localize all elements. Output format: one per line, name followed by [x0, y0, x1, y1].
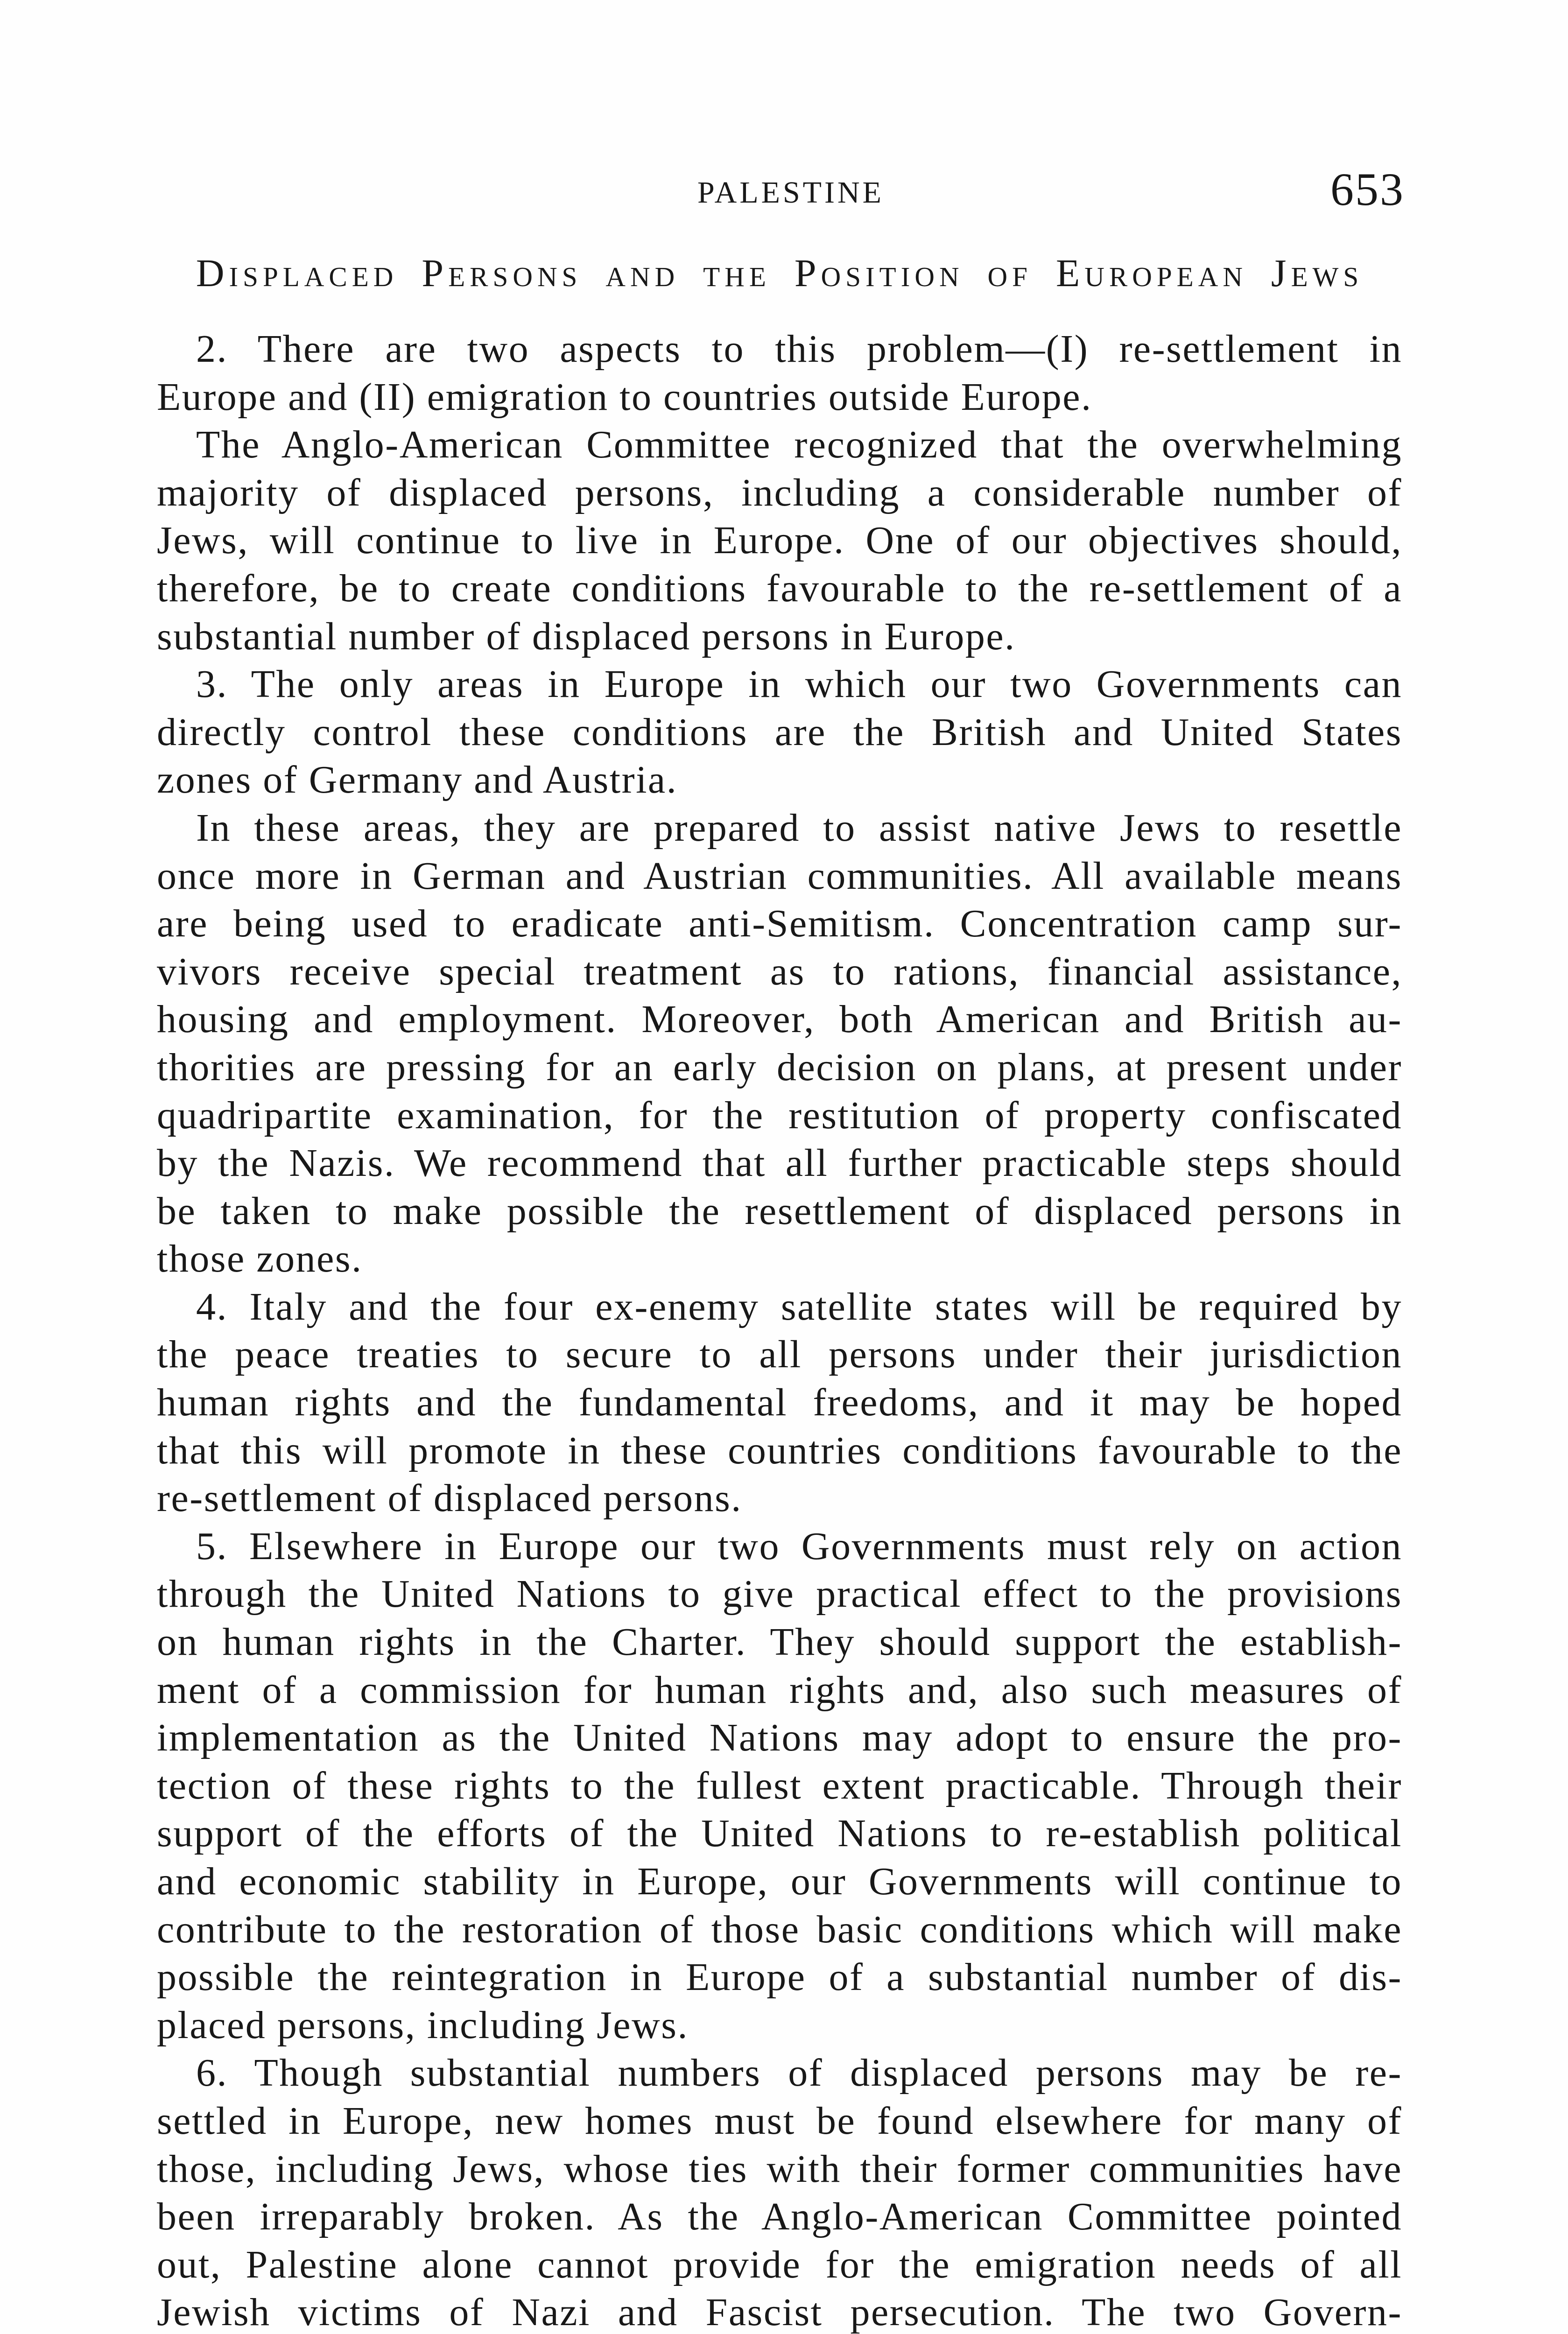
text-line: 4. Italy and the four ex-enemy satellite states will be required by — [196, 1285, 1402, 1329]
paragraph-4 — [157, 804, 1402, 1283]
paragraph-1 — [157, 325, 1402, 421]
text-line: implementation as the United Nations may adopt to ensure the pro- — [157, 1716, 1402, 1760]
text-line: 5. Elsewhere in Europe our two Governments must rely on action — [196, 1524, 1402, 1568]
text-line: majority of displaced persons, including a considerable number of — [157, 471, 1402, 514]
text-line: settled in Europe, new homes must be found elsewhere for many of — [157, 2099, 1402, 2143]
text-line: Jews, will continue to live in Europe. One of our objectives should, — [157, 519, 1402, 562]
section-title: Displaced Persons and the Position of European Jews — [196, 252, 1364, 295]
text-line: directly control these conditions are the British and United States — [157, 710, 1402, 754]
text-line: through the United Nations to give practical effect to the provisions — [157, 1572, 1402, 1616]
text-line: be taken to make possible the resettlement of displaced persons in — [157, 1189, 1402, 1233]
text-line: once more in German and Austrian communities. All available means — [157, 854, 1402, 898]
text-line: placed persons, including Jews. — [157, 2003, 689, 2047]
text-line: are being used to eradicate anti-Semitism. Concentration camp sur- — [157, 902, 1402, 946]
text-line: those zones. — [157, 1237, 363, 1281]
text-line: 3. The only areas in Europe in which our two Governments can — [196, 662, 1402, 706]
paragraph-2 — [157, 421, 1402, 661]
text-line: therefore, be to create conditions favourable to the re-settlement of a — [157, 566, 1402, 610]
text-line: by the Nazis. We recommend that all further practicable steps should — [157, 1141, 1402, 1185]
text-line: re-settlement of displaced persons. — [157, 1476, 742, 1520]
paragraph-5 — [157, 1283, 1402, 1523]
text-line: 6. Though substantial numbers of displaced persons may be re- — [196, 2051, 1402, 2095]
body-text — [157, 325, 1402, 2334]
text-line: substantial number of displaced persons in Europe. — [157, 614, 1016, 658]
text-line: possible the reintegration in Europe of a substantial number of dis- — [157, 1955, 1402, 1999]
text-line: zones of Germany and Austria. — [157, 758, 678, 802]
page-number: 653 — [1330, 163, 1405, 215]
text-line: In these areas, they are prepared to assist native Jews to resettle — [196, 806, 1402, 850]
text-line: and economic stability in Europe, our Governments will continue to — [157, 1860, 1402, 1903]
text-line: Jewish victims of Nazi and Fascist persecution. The two Govern- — [157, 2291, 1402, 2334]
paragraph-6 — [157, 1523, 1402, 2050]
text-line: ment of a commission for human rights and, also such measures of — [157, 1668, 1402, 1712]
text-line: quadripartite examination, for the restitution of property confiscated — [157, 1093, 1402, 1137]
text-line: been irreparably broken. As the Anglo-American Committee pointed — [157, 2195, 1402, 2239]
text-line: thorities are pressing for an early decision on plans, at present under — [157, 1045, 1402, 1089]
text-line: Europe and (II) emigration to countries outside Europe. — [157, 375, 1092, 419]
running-title: PALESTINE — [697, 176, 884, 210]
text-line: out, Palestine alone cannot provide for the emigration needs of all — [157, 2243, 1402, 2286]
text-line: The Anglo-American Committee recognized that the overwhelming — [196, 423, 1402, 467]
text-line: on human rights in the Charter. They should support the establish- — [157, 1620, 1402, 1664]
text-line: housing and employment. Moreover, both American and British au- — [157, 998, 1402, 1041]
text-line: human rights and the fundamental freedoms, and it may be hoped — [157, 1381, 1402, 1425]
text-line: the peace treaties to secure to all persons under their jurisdiction — [157, 1333, 1402, 1377]
text-line: those, including Jews, whose ties with their former communities have — [157, 2147, 1402, 2191]
paragraph-7 — [157, 2049, 1402, 2334]
text-line: that this will promote in these countries conditions favourable to the — [157, 1428, 1402, 1472]
text-line: vivors receive special treatment as to rations, financial assistance, — [157, 949, 1402, 993]
text-line: 2. There are two aspects to this problem—(I) re-settlement in — [196, 327, 1402, 371]
paragraph-3 — [157, 661, 1402, 804]
text-line: tection of these rights to the fullest extent practicable. Through their — [157, 1764, 1402, 1807]
text-line: support of the efforts of the United Nations to re-establish political — [157, 1812, 1402, 1856]
text-line: contribute to the restoration of those basic conditions which will make — [157, 1907, 1402, 1951]
